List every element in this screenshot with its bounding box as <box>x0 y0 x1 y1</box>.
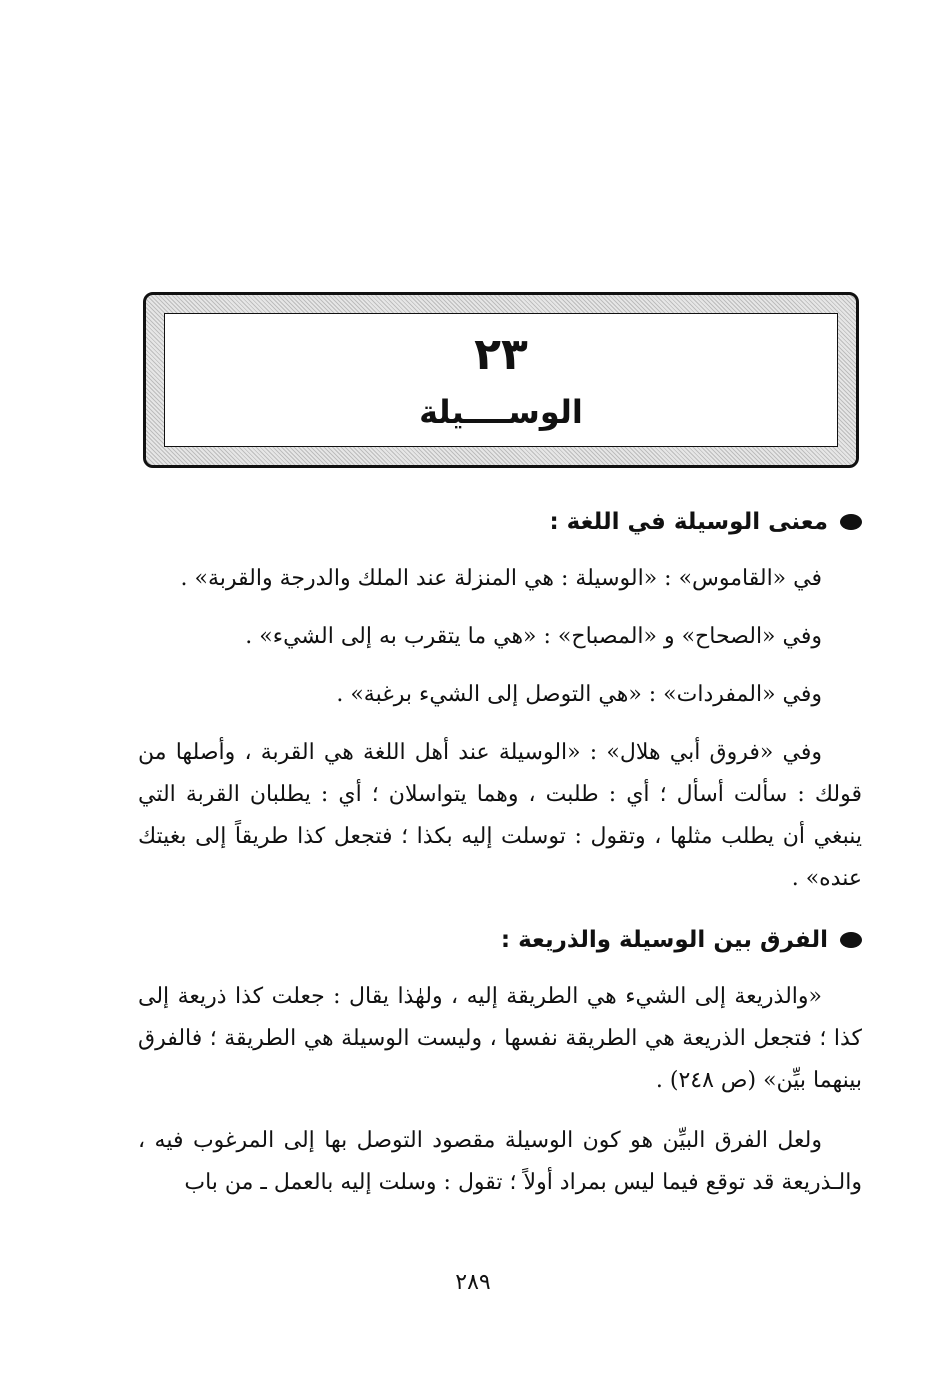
page-content <box>138 500 862 1222</box>
section-heading-text: معنى الوسيلة في اللغة : <box>549 509 828 535</box>
paragraph: في «القاموس» : «الوسيلة : هي المنزلة عند الملك والدرجة والقربة» . <box>180 566 822 591</box>
section-heading-text: الفرق بين الوسيلة والذريعة : <box>500 927 828 953</box>
paragraph: «والذريعة إلى الشيء هي الطريقة إليه ، ولهٰذا يقال : جعلت كذا ذريعة إلى كذا ؛ فتجعل الذريعة هي الطريقة نفسها ، وليست الوسيلة هي الطريقة ؛ فالفرق بينهما بيِّن» (ص ٢٤٨) . <box>138 984 862 1093</box>
chapter-number: ٢٣ <box>474 329 528 380</box>
paragraph: وفي «فروق أبي هلال» : «الوسيلة عند أهل اللغة هي القربة ، وأصلها من قولك : سألت أسأل ؛ أي : طلبت ، وهما يتواسلان ؛ أي : يطلبان القربة التي ينبغي أن يطلب مثلها ، وتقول : توسلت إليه بكذا ؛ فتجعل كذا طريقاً إلى بغيتك عنده» . <box>138 740 862 891</box>
paragraph: وفي «المفردات» : «هي التوصل إلى الشيء برغبة» . <box>336 682 822 707</box>
paragraph: ولعل الفرق البيِّن هو كون الوسيلة مقصود التوصل بها إلى المرغوب فيه ، والـذريعة قد توقع فيما ليس بمراد أولاً ؛ تقول : وسلت إليه بالعمل ـ من باب <box>138 1128 862 1195</box>
paragraph: وفي «الصحاح» و «المصباح» : «هي ما يتقرب به إلى الشيء» . <box>245 624 822 649</box>
chapter-header-inner <box>164 313 838 447</box>
chapter-header-box <box>143 292 859 468</box>
section-heading-difference <box>138 918 862 962</box>
section-heading-meaning <box>138 500 862 544</box>
page-number: ٢٨٩ <box>455 1270 491 1295</box>
chapter-title: الوســــيلة <box>419 393 583 431</box>
bullet-icon <box>840 932 862 948</box>
bullet-icon <box>840 514 862 530</box>
